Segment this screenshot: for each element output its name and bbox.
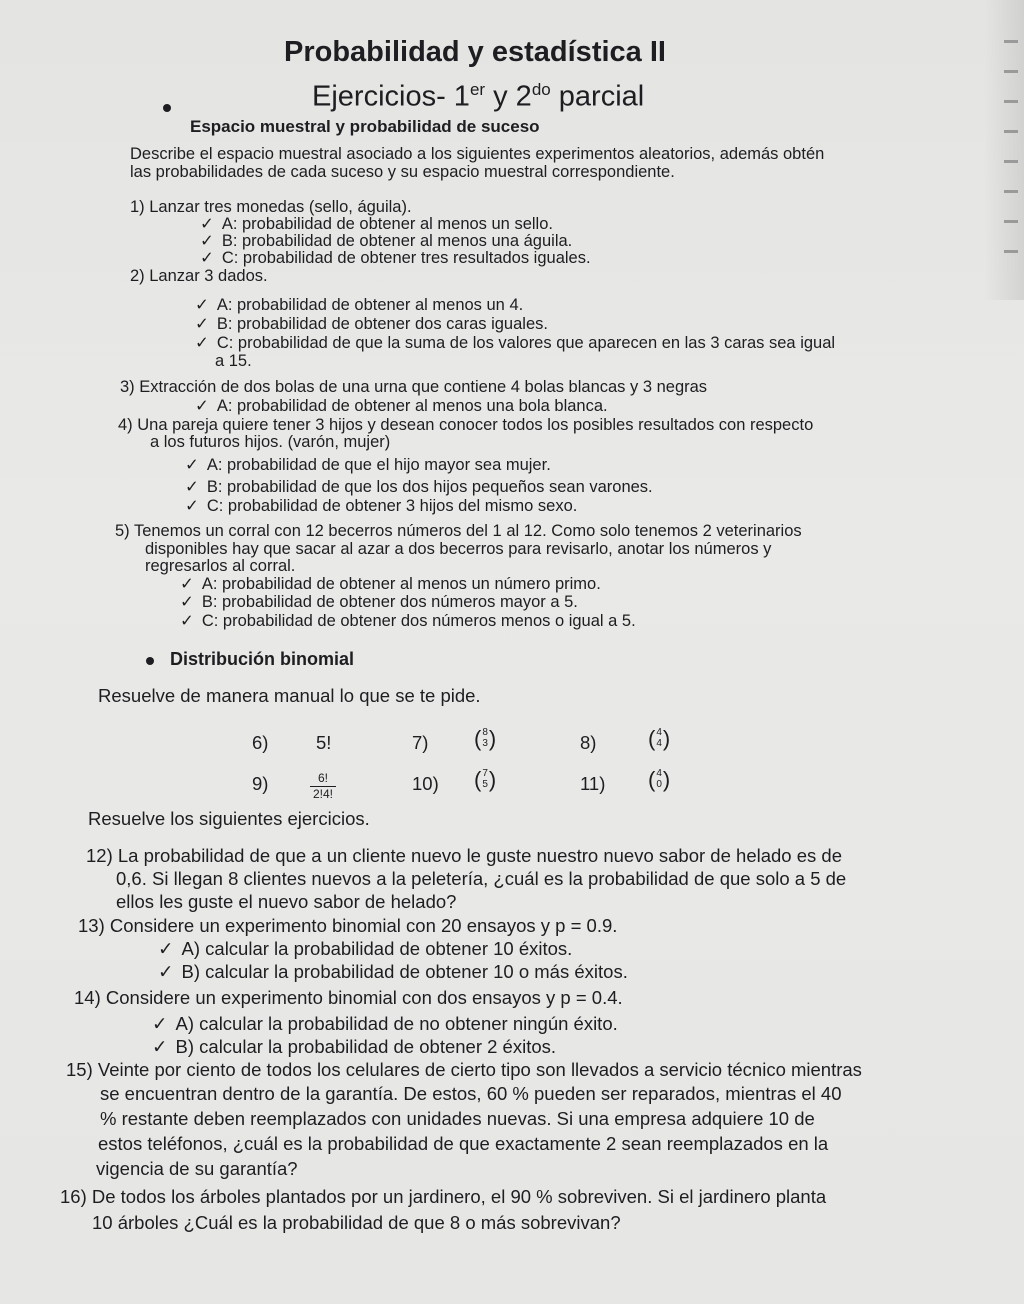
binomial-coefficient: ( 4 4 ) [648,725,671,751]
checkmark-icon: ✓ [180,575,194,593]
factorial-expression: 5! [316,732,332,753]
exercise-title: 4) Una pareja quiere tener 3 hijos y desean conocer todos los posibles resultados con respecto [118,416,814,434]
binder-edge [984,0,1024,300]
exercise-item: ✓ A: probabilidad de obtener al menos un número primo. [180,575,601,593]
checkmark-icon: ✓ [152,1036,168,1057]
problem-line: ellos les guste el nuevo sabor de helado? [116,891,457,912]
exercise-title: 3) Extracción de dos bolas de una urna que contiene 4 bolas blancas y 3 negras [120,378,708,396]
checkmark-icon: ✓ [195,296,209,314]
exercise-item: ✓ B: probabilidad de obtener dos números mayor a 5. [180,593,578,611]
exercise-number: 7) [412,732,429,753]
exercise-item: ✓ A) calcular la probabilidad de obtener 10 éxitos. [158,938,573,959]
checkmark-icon: ✓ [200,232,214,250]
exercise-number: 6) [252,732,269,753]
binomial-coefficient: ( 8 3 ) [474,725,497,751]
binder-ring [1004,250,1018,253]
checkmark-icon: ✓ [195,315,209,333]
exercise-item: ✓ A: probabilidad de obtener al menos una bola blanca. [195,397,608,415]
binder-ring [1004,190,1018,193]
page-subtitle: Ejercicios- 1er y $2^{do}$ parcial [312,80,645,113]
fraction-expression: $\frac{6!}{2!4!}$ [310,768,336,802]
bullet-icon [163,104,171,112]
exercise-item: ✓ C: probabilidad de obtener tres resultados iguales. [200,249,591,267]
problem-line: 12) La probabilidad de que a un cliente nuevo le guste nuestro nuevo sabor de helado es de [86,845,842,866]
intro-line: Resuelve los siguientes ejercicios. [88,808,370,829]
checkmark-icon: ✓ [195,334,209,352]
binder-ring [1004,100,1018,103]
exercise-item: ✓ A: probabilidad de obtener al menos un 4. [195,296,524,314]
problem-line: 14) Considere un experimento binomial con dos ensayos y p = 0.4. [74,987,623,1008]
checkmark-icon: ✓ [185,478,199,496]
checkmark-icon: ✓ [185,497,199,515]
exercise-item: ✓ B: probabilidad de obtener al menos una águila. [200,232,573,250]
checkmark-icon: ✓ [195,397,209,415]
exercise-title: 5) Tenemos un corral con 12 becerros números del 1 al 12. Como solo tenemos 2 veterinarios [115,522,802,540]
exercise-number: 8) [580,732,597,753]
binder-ring [1004,70,1018,73]
checkmark-icon: ✓ [152,1013,168,1034]
checkmark-icon: ✓ [185,456,199,474]
problem-line: estos teléfonos, ¿cuál es la probabilidad de que exactamente 2 sean reemplazados en la [98,1133,829,1154]
section-heading: Distribución binomial [170,649,355,669]
problem-line: % restante deben reemplazados con unidades nuevas. Si una empresa adquiere 10 de [100,1108,815,1129]
checkmark-icon: ✓ [200,215,214,233]
problem-line: 16) De todos los árboles plantados por un jardinero, el 90 % sobreviven. Si el jardinero planta [60,1186,827,1207]
exercise-number: 10) [412,773,439,794]
binder-ring [1004,220,1018,223]
binder-ring [1004,130,1018,133]
exercise-item: ✓ B) calcular la probabilidad de obtener 10 o más éxitos. [158,961,628,982]
exercise-number: 11) [580,773,606,794]
checkmark-icon: ✓ [180,612,194,630]
exercise-title: 1) Lanzar tres monedas (sello, águila). [130,198,412,216]
exercise-item: ✓ C: probabilidad de obtener 3 hijos del mismo sexo. [185,497,578,515]
exercise-item: ✓ A: probabilidad de que el hijo mayor sea mujer. [185,456,551,474]
problem-line: 15) Veinte por ciento de todos los celulares de cierto tipo son llevados a servicio técnico mientras [66,1059,862,1080]
exercise-item: ✓ A: probabilidad de obtener al menos un sello. [200,215,553,233]
bullet-icon [146,657,154,665]
problem-line: vigencia de su garantía? [96,1158,298,1179]
exercise-item: ✓ B: probabilidad de obtener dos caras iguales. [195,315,548,333]
exercise-item: ✓ A) calcular la probabilidad de no obtener ningún éxito. [152,1013,618,1034]
intro-line: las probabilidades de cada suceso y su espacio muestral correspondiente. [130,163,675,181]
exercise-title: a los futuros hijos. (varón, mujer) [150,433,391,451]
intro-line: Describe el espacio muestral asociado a los siguientes experimentos aleatorios, además obtén [130,145,825,163]
exercise-title: 2) Lanzar 3 dados. [130,267,268,285]
checkmark-icon: ✓ [158,938,174,959]
binder-ring [1004,40,1018,43]
problem-line: 13) Considere un experimento binomial con 20 ensayos y p = 0.9. [78,915,618,936]
checkmark-icon: ✓ [180,593,194,611]
problem-line: se encuentran dentro de la garantía. De estos, 60 % pueden ser reparados, mientras el 40 [100,1083,842,1104]
problem-line: 0,6. Si llegan 8 clientes nuevos a la peletería, ¿cuál es la probabilidad de que solo a 5 de [116,868,847,889]
problem-line: 10 árboles ¿Cuál es la probabilidad de que 8 o más sobrevivan? [92,1212,621,1233]
exercise-title: disponibles hay que sacar al azar a dos becerros para revisarlo, anotar los números y [145,540,772,558]
exercise-number: 9) [252,773,269,794]
section-heading: Espacio muestral y probabilidad de suceso [190,117,540,136]
binder-ring [1004,160,1018,163]
binomial-coefficient: ( 4 0 ) [648,766,671,792]
exercise-item: ✓ C: probabilidad de obtener dos números menos o igual a 5. [180,612,636,630]
checkmark-icon: ✓ [200,249,214,267]
exercise-title: regresarlos al corral. [145,557,296,575]
intro-line: Resuelve de manera manual lo que se te pide. [98,685,481,706]
checkmark-icon: ✓ [158,961,174,982]
exercise-item: ✓ C: probabilidad de que la suma de los valores que aparecen en las 3 caras sea igual [195,334,836,352]
page-title: Probabilidad y estadística II [284,36,666,68]
exercise-item: ✓ B) calcular la probabilidad de obtener 2 éxitos. [152,1036,557,1057]
exercise-item: a 15. [215,352,252,370]
exercise-item: ✓ B: probabilidad de que los dos hijos pequeños sean varones. [185,478,653,496]
binomial-coefficient: ( 7 5 ) [474,766,497,792]
